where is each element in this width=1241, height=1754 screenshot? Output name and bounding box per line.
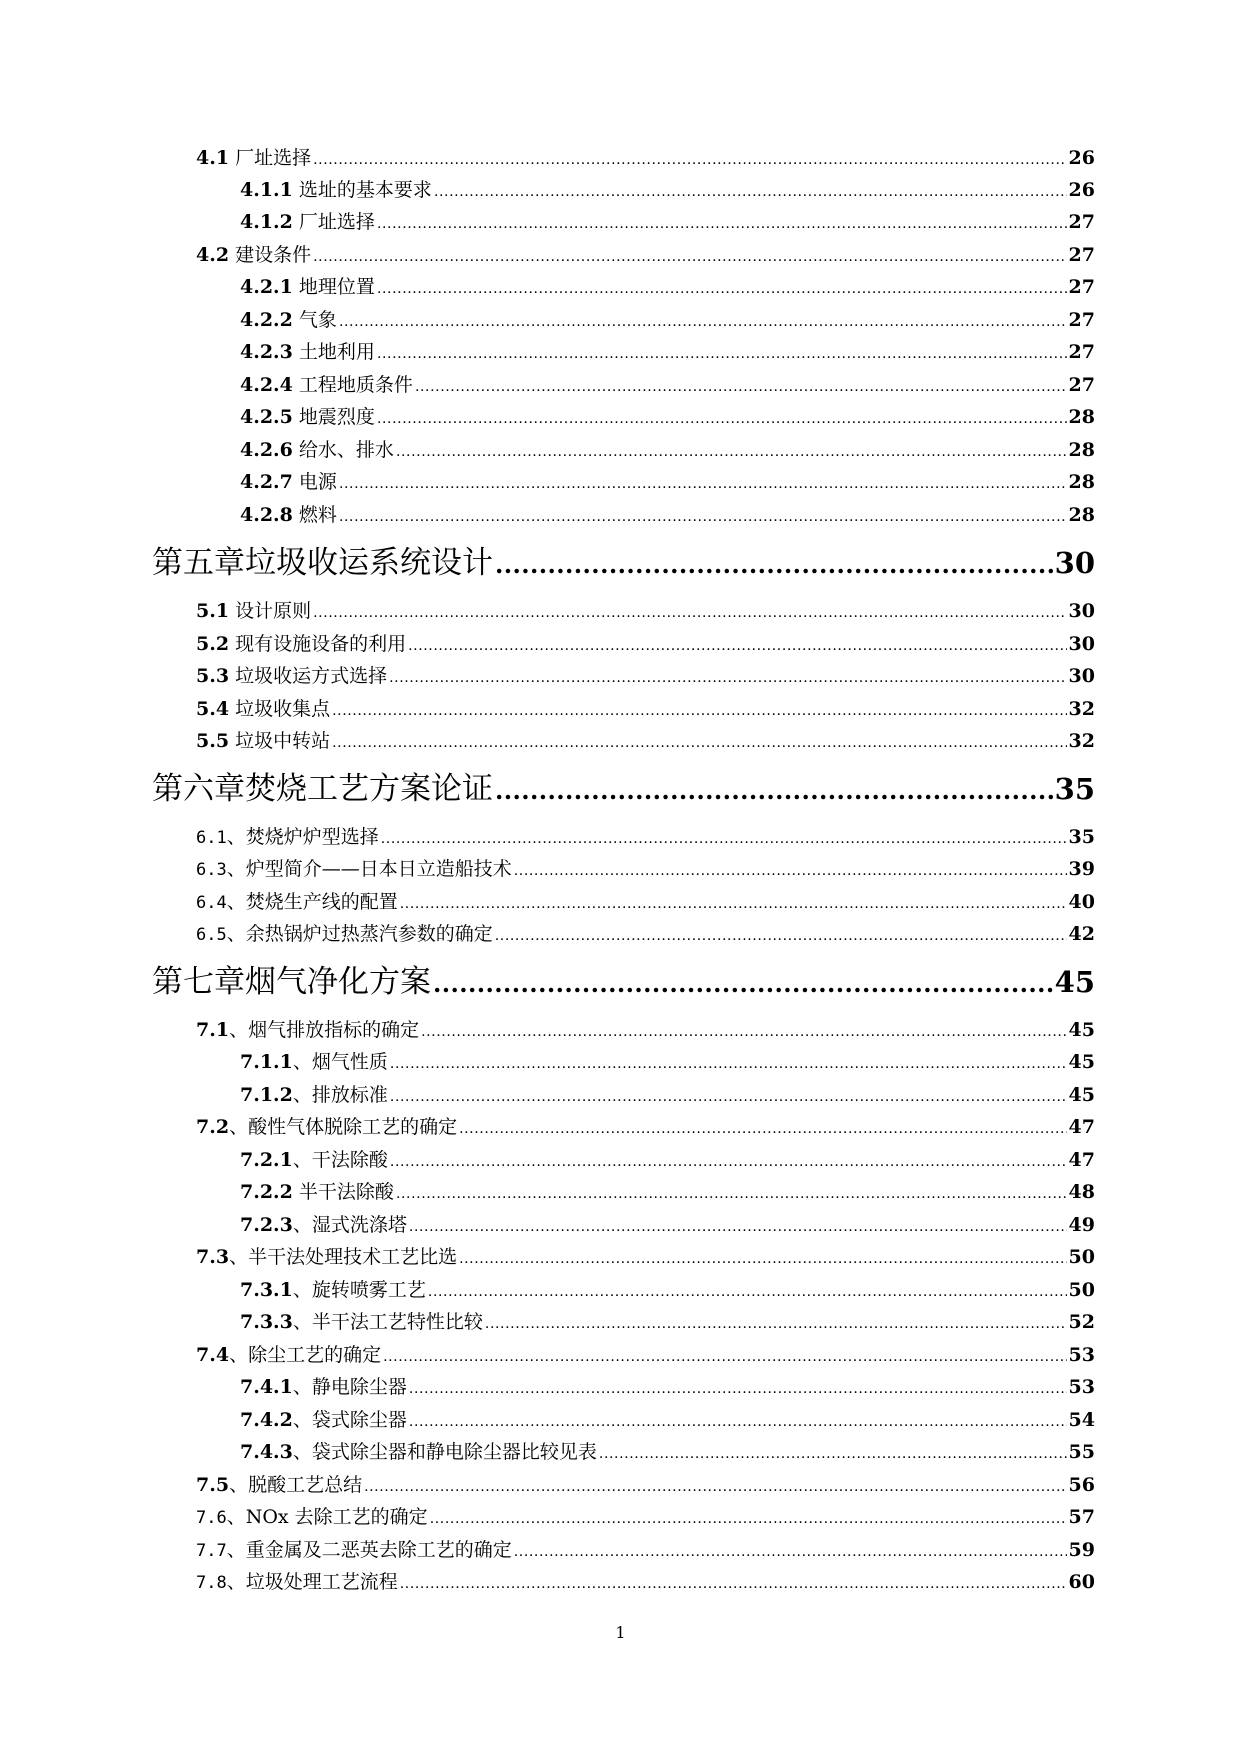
page-number: 52 [1068,1311,1095,1333]
entry-title: 半干法除酸 [292,1181,394,1203]
page-number: 47 [1068,1149,1095,1171]
entry-title: 垃圾收集点 [229,698,331,720]
dot-leader [377,275,1067,303]
dot-leader [495,543,1053,587]
dot-leader [390,1083,1067,1111]
entry-number: 7.2.3 [240,1214,293,1236]
dot-leader [396,438,1067,466]
page-number: 60 [1068,1571,1095,1593]
dot-leader [332,729,1066,757]
entry-number: 5.2 [196,633,230,655]
dot-leader [377,405,1067,433]
entry-number: 6.1 [196,828,227,848]
page-number: 39 [1068,858,1095,880]
dot-leader [433,962,1053,1006]
dot-leader [390,1148,1067,1176]
entry-title: 、湿式洗涤塔 [292,1214,407,1236]
toc-entry-7-2-2[interactable] [240,1178,1095,1206]
page-number: 32 [1068,730,1095,752]
toc-entry-7-8[interactable] [196,1568,1095,1596]
entry-title: 、排放标准 [292,1084,388,1106]
page-number: 26 [1068,147,1095,169]
toc-entry-5-3[interactable] [196,662,1095,690]
dot-leader [495,769,1053,813]
entry-number: 6.4 [196,893,227,913]
toc-entry-4-2[interactable] [196,241,1095,269]
entry-title: 、静电除尘器 [292,1376,407,1398]
page-number: 27 [1068,276,1095,298]
toc-entry-7-2-3[interactable] [240,1211,1095,1239]
page-number: 26 [1068,179,1095,201]
page-number: 27 [1068,341,1095,363]
dot-leader [514,1538,1067,1566]
page-number: 30 [1068,665,1095,687]
page-number: 30 [1068,600,1095,622]
entry-title: 垃圾中转站 [229,730,331,752]
entry-number: 4.2.3 [240,341,293,363]
page-number: 53 [1068,1344,1095,1366]
dot-leader [409,1408,1067,1436]
toc-entry-7-2-1[interactable] [240,1146,1095,1174]
entry-number: 6.3 [196,860,227,880]
entry-number: 4.2.1 [240,276,293,298]
page-number: 56 [1068,1474,1095,1496]
page-number: 49 [1068,1214,1095,1236]
toc-entry-5-5[interactable] [196,727,1095,755]
dot-leader [364,1473,1066,1501]
page-number: 48 [1068,1181,1095,1203]
dot-leader [421,1018,1066,1046]
entry-number: 7.4.3 [240,1441,293,1463]
entry-title: 电源 [292,471,337,493]
entry-title: 厂址选择 [292,211,375,233]
entry-title: 、除尘工艺的确定 [229,1344,382,1366]
page-number: 50 [1068,1279,1095,1301]
entry-number: 5.5 [196,730,230,752]
entry-number: 7.2.2 [240,1181,293,1203]
toc-entry-4-2-6[interactable] [240,436,1095,464]
page-number: 45 [1068,1051,1095,1073]
dot-leader [409,1213,1067,1241]
page-number: 47 [1068,1116,1095,1138]
toc-entry-7-5[interactable] [196,1471,1095,1499]
entry-title: 、NOx 去除工艺的确定 [226,1506,428,1528]
toc-chapter-5[interactable] [152,541,1095,585]
entry-title: 设计原则 [229,600,312,622]
dot-leader [430,1505,1067,1533]
entry-number: 4.1.2 [240,211,293,233]
page-number: 32 [1068,698,1095,720]
dot-leader [428,1278,1067,1306]
dot-leader [339,470,1067,498]
page-number: 53 [1068,1376,1095,1398]
dot-leader [313,146,1066,174]
entry-title: 、炉型简介——日本日立造船技术 [226,858,512,880]
page-number: 35 [1068,826,1095,848]
entry-title: 土地利用 [292,341,375,363]
dot-leader [390,1050,1067,1078]
entry-number: 6.5 [196,925,227,945]
page-number: 28 [1068,504,1095,526]
entry-number: 7.1 [196,1019,230,1041]
entry-title: 、袋式除尘器 [292,1409,407,1431]
dot-leader [400,890,1067,918]
toc-entry-7-4-3[interactable] [240,1438,1095,1466]
toc-entry-7-3-3[interactable] [240,1308,1095,1336]
toc-entry-6-3[interactable] [196,855,1095,883]
dot-leader [434,178,1067,206]
toc-entry-7-4-1[interactable] [240,1373,1095,1401]
toc-entry-7-1-1[interactable] [240,1048,1095,1076]
entry-title: 燃料 [292,504,337,526]
entry-title: 、烟气性质 [292,1051,388,1073]
entry-number: 7.8 [196,1573,227,1593]
page-number: 27 [1068,244,1095,266]
entry-number: 7.2.1 [240,1149,293,1171]
entry-number: 7.1.1 [240,1051,293,1073]
toc-entry-4-1-1[interactable] [240,176,1095,204]
page-number: 45 [1068,1019,1095,1041]
page-number: 50 [1068,1246,1095,1268]
dot-leader [599,1440,1067,1468]
entry-title: 垃圾收运方式选择 [229,665,388,687]
entry-title: 、酸性气体脱除工艺的确定 [229,1116,458,1138]
toc-entry-6-5[interactable] [196,920,1095,948]
entry-title: 、重金属及二恶英去除工艺的确定 [226,1539,512,1561]
entry-title: 、余热锅炉过热蒸汽参数的确定 [226,923,493,945]
entry-title: 建设条件 [229,244,312,266]
toc-entry-4-1[interactable] [196,144,1095,172]
toc-entry-4-2-2[interactable] [240,306,1095,334]
toc-entry-5-4[interactable] [196,695,1095,723]
toc-entry-7-3[interactable] [196,1243,1095,1271]
entry-number: 4.1 [196,147,230,169]
page-number: 28 [1068,406,1095,428]
entry-title: 、半干法工艺特性比较 [292,1311,483,1333]
toc-entry-7-7[interactable] [196,1536,1095,1564]
toc-entry-7-2[interactable] [196,1113,1095,1141]
entry-title: 、干法除酸 [292,1149,388,1171]
toc-entry-4-2-5[interactable] [240,403,1095,431]
toc-chapter-7[interactable] [152,960,1095,1004]
entry-number: 7.3 [196,1246,230,1268]
page-number: 59 [1068,1539,1095,1561]
page-number: 28 [1068,439,1095,461]
toc-entry-4-2-3[interactable] [240,338,1095,366]
toc-entry-7-3-1[interactable] [240,1276,1095,1304]
entry-number: 4.2.8 [240,504,293,526]
toc-entry-7-6[interactable] [196,1503,1095,1531]
chapter-title: 第五章垃圾收运系统设计 [152,545,493,581]
entry-title: 气象 [292,309,337,331]
page-number: 27 [1068,374,1095,396]
entry-number: 4.2.2 [240,309,293,331]
dot-leader [377,340,1067,368]
entry-number: 4.2 [196,244,230,266]
entry-title: 、焚烧炉炉型选择 [226,826,379,848]
entry-title: 厂址选择 [229,147,312,169]
toc-entry-6-4[interactable] [196,888,1095,916]
dot-leader [408,632,1066,660]
page-number: 54 [1068,1409,1095,1431]
page-number: 27 [1068,211,1095,233]
toc-entry-7-1[interactable] [196,1016,1095,1044]
toc-entry-4-1-2[interactable] [240,208,1095,236]
entry-title: 、半干法处理技术工艺比选 [229,1246,458,1268]
entry-number: 7.6 [196,1508,227,1528]
entry-number: 4.2.4 [240,374,293,396]
entry-number: 7.4 [196,1344,230,1366]
entry-number: 7.5 [196,1474,230,1496]
toc-entry-6-1[interactable] [196,823,1095,851]
dot-leader [495,922,1067,950]
page-number: 55 [1068,1441,1095,1463]
entry-number: 4.1.1 [240,179,293,201]
chapter-title: 第七章烟气净化方案 [152,964,431,1000]
toc-entry-7-4-2[interactable] [240,1406,1095,1434]
dot-leader [383,1343,1066,1371]
dot-leader [396,1180,1067,1208]
entry-number: 7.3.3 [240,1311,293,1333]
entry-number: 5.1 [196,600,230,622]
entry-title: 、脱酸工艺总结 [229,1474,363,1496]
dot-leader [377,210,1067,238]
dot-leader [313,599,1066,627]
dot-leader [400,1570,1067,1598]
entry-title: 、焚烧生产线的配置 [226,891,398,913]
entry-number: 7.2 [196,1116,230,1138]
toc-entry-4-2-8[interactable] [240,501,1095,529]
dot-leader [339,503,1067,531]
entry-title: 给水、排水 [292,439,394,461]
entry-number: 4.2.5 [240,406,293,428]
page-number: 57 [1068,1506,1095,1528]
entry-title: 、垃圾处理工艺流程 [226,1571,398,1593]
entry-number: 5.3 [196,665,230,687]
entry-number: 4.2.6 [240,439,293,461]
toc-entry-4-2-7[interactable] [240,468,1095,496]
entry-title: 工程地质条件 [292,374,413,396]
dot-leader [332,697,1066,725]
entry-number: 5.4 [196,698,230,720]
page-number: 42 [1068,923,1095,945]
page-number: 28 [1068,471,1095,493]
dot-leader [459,1245,1066,1273]
toc-entry-4-2-4[interactable] [240,371,1095,399]
entry-title: 、旋转喷雾工艺 [292,1279,426,1301]
entry-title: 现有设施设备的利用 [229,633,407,655]
chapter-title: 第六章焚烧工艺方案论证 [152,771,493,807]
entry-title: 、袋式除尘器和静电除尘器比较见表 [292,1441,597,1463]
toc-entry-5-1[interactable] [196,597,1095,625]
entry-number: 7.3.1 [240,1279,293,1301]
page-number: 40 [1068,891,1095,913]
page-number: 27 [1068,309,1095,331]
entry-title: 地理位置 [292,276,375,298]
dot-leader [339,308,1067,336]
toc-entry-4-2-1[interactable] [240,273,1095,301]
page-number: 30 [1068,633,1095,655]
page-number: 45 [1068,1084,1095,1106]
dot-leader [381,825,1067,853]
entry-number: 7.4.2 [240,1409,293,1431]
entry-number: 4.2.7 [240,471,293,493]
page-number: 45 [1054,965,1095,999]
entry-title: 地震烈度 [292,406,375,428]
dot-leader [459,1115,1066,1143]
toc-entry-7-1-2[interactable] [240,1081,1095,1109]
toc-entry-5-2[interactable] [196,630,1095,658]
entry-title: 选址的基本要求 [292,179,432,201]
dot-leader [485,1310,1067,1338]
toc-entry-7-4[interactable] [196,1341,1095,1369]
dot-leader [389,664,1066,692]
toc-chapter-6[interactable] [152,767,1095,811]
entry-number: 7.7 [196,1541,227,1561]
entry-number: 7.1.2 [240,1084,293,1106]
page-number: 35 [1054,772,1095,806]
page-number: 30 [1054,546,1095,580]
entry-number: 7.4.1 [240,1376,293,1398]
dot-leader [313,243,1066,271]
entry-title: 、烟气排放指标的确定 [229,1019,420,1041]
page-footer-number: 1 [615,1623,626,1642]
dot-leader [409,1375,1067,1403]
dot-leader [415,373,1067,401]
dot-leader [514,857,1067,885]
